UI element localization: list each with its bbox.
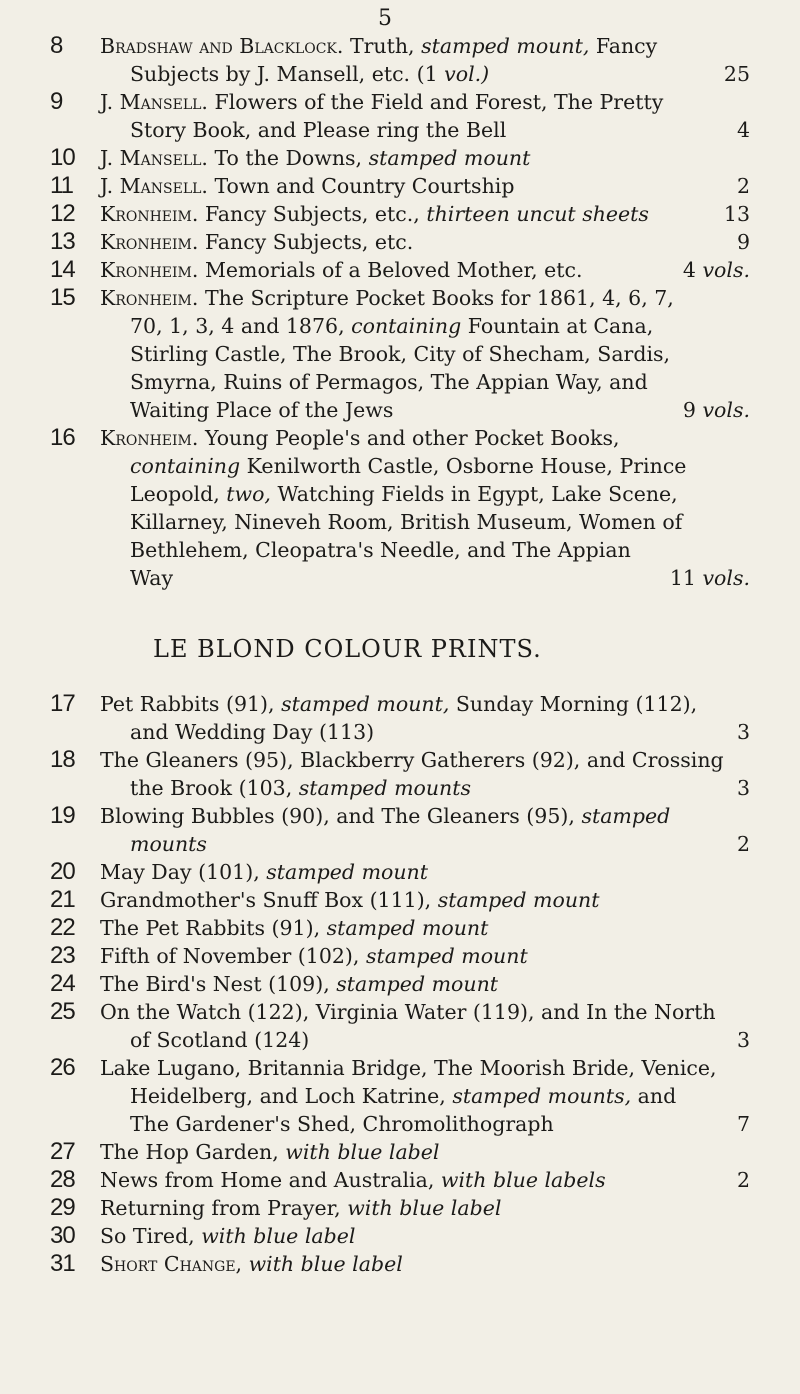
lot-quantity: 2 — [736, 174, 750, 198]
lot-number: 29 — [50, 1194, 75, 1221]
lot-maker: Kronheim. — [100, 258, 199, 282]
lot-description: May Day (101), stamped mount — [100, 860, 428, 884]
lot-number: 22 — [50, 914, 75, 941]
lot-number: 10 — [50, 144, 75, 171]
lot-quantity: 3 — [736, 720, 750, 744]
lot-description: The Bird's Nest (109), stamped mount — [100, 972, 499, 996]
lot-maker: Short Change, — [100, 1252, 243, 1276]
lot-description: Returning from Prayer, with blue label — [100, 1196, 502, 1220]
lot-quantity: 3 — [736, 1028, 750, 1052]
lot-maker: Kronheim. — [100, 426, 199, 450]
lot-number: 28 — [50, 1166, 75, 1193]
lot-description: Grandmother's Snuff Box (111), stamped mount — [100, 888, 600, 912]
lot-quantity: 25 — [723, 62, 750, 86]
lot-maker: Bradshaw and Blacklock. — [100, 34, 344, 58]
lot-number: 25 — [50, 998, 75, 1025]
lot-number: 30 — [50, 1222, 75, 1249]
lot-number: 13 — [50, 228, 75, 255]
lot-quantity: 3 — [736, 776, 750, 800]
lot-quantity: 9 — [736, 230, 750, 254]
lot-number: 23 — [50, 942, 75, 969]
lot-maker: J. Mansell. — [100, 146, 208, 170]
lot-description: Blowing Bubbles (90), and The Gleaners (95), stamped mounts 2 — [100, 804, 750, 856]
lot-quantity: 13 — [723, 202, 750, 226]
lot-quantity: 2 — [736, 832, 750, 856]
lot-description: Kronheim. The Scripture Pocket Books for 1861, 4, 6, 7, 70, 1, 3, 4 and 1876, containing Fountain at Cana, Stirling Castle, The Brook, City of Shecham, Sardis, Smyrna, Ruins of Permagos, The Appian Way, and Waiting Place of the Jews 9 vols. — [100, 286, 750, 422]
lot-number: 24 — [50, 970, 75, 997]
lot-number: 20 — [50, 858, 75, 885]
lot-description: Kronheim. Memorials of a Beloved Mother, etc. 4 vols. — [100, 258, 750, 282]
lot-maker: Kronheim. — [100, 202, 199, 226]
lot-number: 21 — [50, 886, 75, 913]
lot-quantity: 11 vols. — [669, 566, 750, 590]
lot-description: Pet Rabbits (91), stamped mount, Sunday Morning (112), and Wedding Day (113) 3 — [100, 692, 750, 744]
lot-number: 26 — [50, 1054, 75, 1081]
lot-quantity: 2 — [736, 1168, 750, 1192]
lot-description: Lake Lugano, Britannia Bridge, The Moorish Bride, Venice, Heidelberg, and Loch Katrine, stamped mounts, and The Gardener's Shed, Chromolithograph 7 — [100, 1056, 750, 1136]
lot-number: 31 — [50, 1250, 75, 1277]
lot-number: 14 — [50, 256, 75, 283]
lot-quantity: 4 — [736, 118, 750, 142]
lot-description: Kronheim. Fancy Subjects, etc., thirteen uncut sheets 13 — [100, 202, 750, 226]
lot-quantity: 4 vols. — [682, 258, 750, 282]
lot-number: 27 — [50, 1138, 75, 1165]
lot-description: On the Watch (122), Virginia Water (119), and In the North of Scotland (124) 3 — [100, 1000, 750, 1052]
lot-description: Kronheim. Fancy Subjects, etc. 9 — [100, 230, 750, 254]
lot-description: Short Change, with blue label — [100, 1252, 403, 1276]
lot-number: 17 — [50, 690, 75, 717]
lot-number: 15 — [50, 284, 75, 311]
lot-number: 11 — [50, 172, 73, 199]
lot-description: J. Mansell. Town and Country Courtship 2 — [100, 174, 750, 198]
lot-description: So Tired, with blue label — [100, 1224, 356, 1248]
lot-description: The Gleaners (95), Blackberry Gatherers (92), and Crossing the Brook (103, stamped mounts 3 — [100, 748, 750, 800]
lot-maker: J. Mansell. — [100, 174, 208, 198]
lot-description: J. Mansell. To the Downs, stamped mount — [100, 146, 531, 170]
lot-description: News from Home and Australia, with blue labels 2 — [100, 1168, 750, 1192]
section-heading: LE BLOND COLOUR PRINTS. — [153, 635, 542, 663]
lot-number: 16 — [50, 424, 75, 451]
lot-number: 12 — [50, 200, 75, 227]
lot-maker: Kronheim. — [100, 286, 199, 310]
lot-number: 18 — [50, 746, 75, 773]
lot-number: 19 — [50, 802, 75, 829]
lot-description: Kronheim. Young People's and other Pocket Books, containing Kenilworth Castle, Osborne House, Prince Leopold, two, Watching Fields in Egypt, Lake Scene, Killarney, Nineveh Room, British Museum, Women of Bethlehem, Cleopatra's Needle, and The Appian Way 11 vols. — [100, 426, 750, 590]
page-number: 5 — [378, 6, 392, 31]
lot-description: The Hop Garden, with blue label — [100, 1140, 440, 1164]
lot-number: 8 — [50, 32, 63, 59]
lot-maker: J. Mansell. — [100, 90, 208, 114]
lot-maker: Kronheim. — [100, 230, 199, 254]
lot-quantity: 9 vols. — [682, 398, 750, 422]
lot-quantity: 7 — [736, 1112, 750, 1136]
lot-description: Fifth of November (102), stamped mount — [100, 944, 528, 968]
lot-number: 9 — [50, 88, 63, 115]
lot-description: J. Mansell. Flowers of the Field and Forest, The Pretty Story Book, and Please ring the Bell 4 — [100, 90, 750, 142]
lot-description: The Pet Rabbits (91), stamped mount — [100, 916, 489, 940]
lot-description: Bradshaw and Blacklock. Truth, stamped mount, Fancy Subjects by J. Mansell, etc. (1 vol.) 25 — [100, 34, 750, 86]
